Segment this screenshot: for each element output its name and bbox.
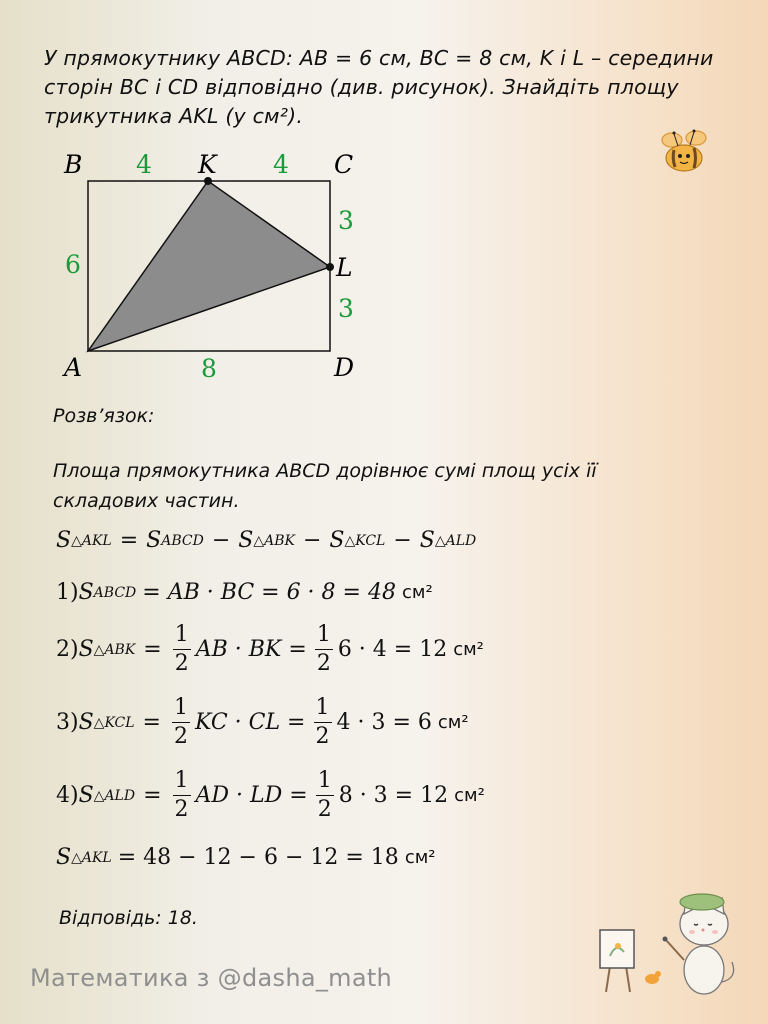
step-2: 2) S △ABK = $\frac{1}{2}$ AB · BK = $\frac{1}{2}$ 6 · 4 = 12 см² — [56, 622, 484, 676]
rectangle-figure — [40, 140, 380, 390]
explain-line: складових частин. — [53, 490, 240, 512]
point-l — [326, 263, 334, 271]
length-bk: 4 — [136, 150, 152, 179]
vertex-c: C — [334, 150, 354, 179]
main-formula: S △AKL = S ABCD − S △ABK − S △KCL − S △ALD — [56, 528, 477, 553]
step-1: 1) S ABCD = AB · BC = 6 · 8 = 48 см² — [56, 580, 433, 605]
vertex-a: A — [64, 353, 83, 382]
vertex-b: B — [64, 150, 83, 179]
length-ab: 6 — [65, 250, 81, 279]
length-ld: 3 — [338, 294, 354, 323]
solution-explanation — [53, 456, 733, 516]
explain-line: Площа прямокутника ABCD дорівнює сумі площ усіх її — [53, 460, 597, 482]
problem-statement — [44, 44, 734, 131]
solution-heading: Розв’язок: — [53, 405, 155, 427]
vertex-d: D — [334, 353, 355, 382]
result-formula: S △AKL = 48 − 12 − 6 − 12 = 18 см² — [56, 845, 436, 870]
problem-line: трикутника AKL (у см²). — [44, 104, 304, 128]
problem-line: У прямокутнику ABCD: AB = 6 см, BC = 8 см, K і L – середини — [44, 46, 714, 70]
problem-line: сторін BC і CD відповідно (див. рисунок). Знайдіть площу — [44, 75, 679, 99]
answer: Відповідь: 18. — [59, 907, 198, 929]
vertex-k: K — [198, 150, 217, 179]
step-4: 4) S △ALD = $\frac{1}{2}$ AD · LD = $\frac{1}{2}$ 8 · 3 = 12 см² — [56, 768, 485, 822]
cat-artist-illustration — [592, 882, 740, 1000]
brand-watermark: Математика з @dasha_math — [30, 964, 393, 992]
triangle-akl — [88, 181, 330, 351]
length-kc: 4 — [273, 150, 289, 179]
step-3: 3) S △KCL = $\frac{1}{2}$ KC · CL = $\frac{1}{2}$ 4 · 3 = 6 см² — [56, 695, 469, 749]
bee-illustration — [650, 128, 718, 180]
length-ad: 8 — [201, 354, 217, 383]
vertex-l: L — [336, 253, 353, 282]
length-cl: 3 — [338, 206, 354, 235]
